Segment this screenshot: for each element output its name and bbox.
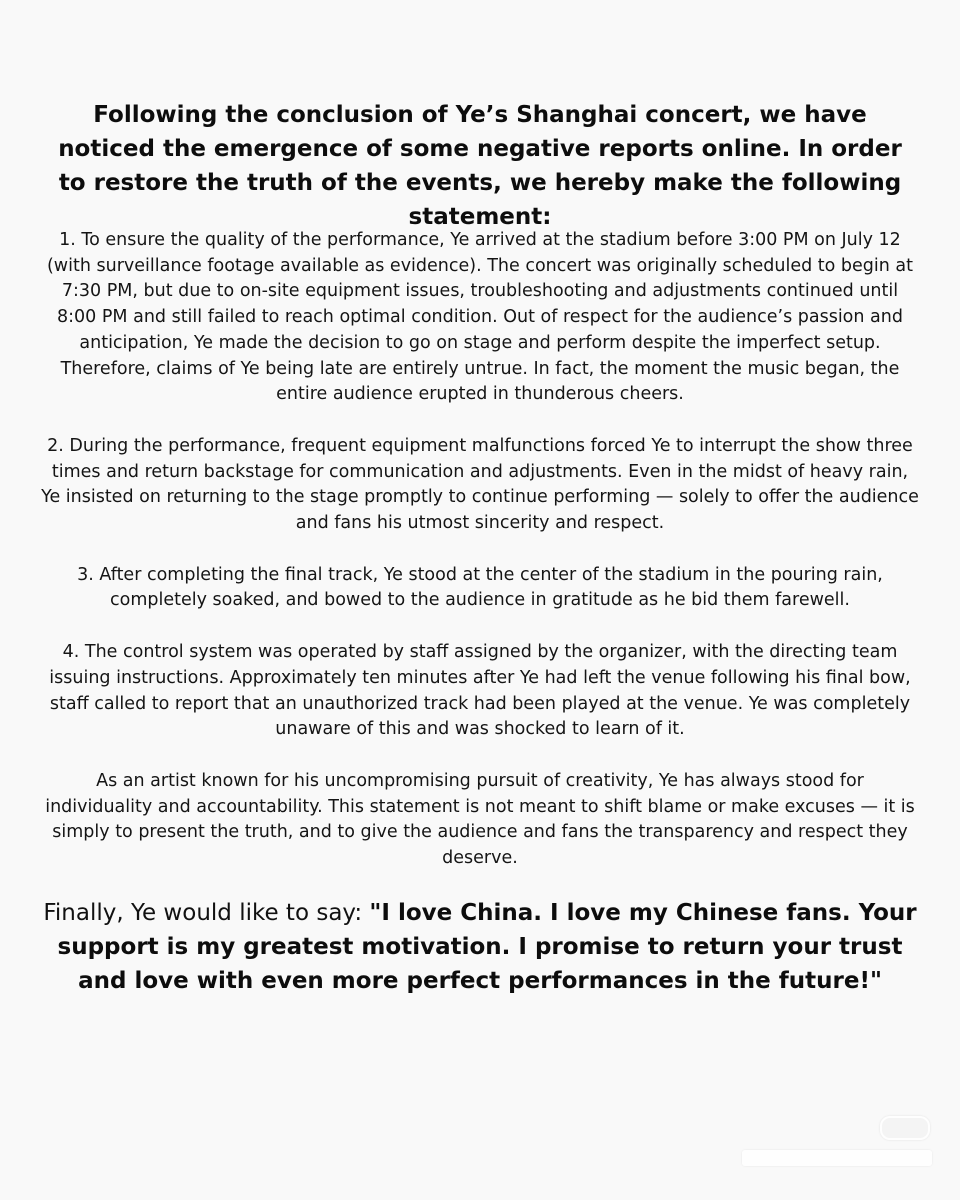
closing-lead: Finally, Ye would like to say:: [43, 900, 370, 926]
closing-statement: [40, 896, 920, 998]
paragraph-malfunctions: 2. During the performance, frequent equipment malfunctions forced Ye to interrupt the show three times and return backstage for communication and adjustments. Even in the midst of heavy rain, Ye insisted on returning to the stage promptly to continue performing — solely to offer the audience and fans his utmost sincerity and respect.: [41, 435, 919, 534]
source-watermark: [742, 1116, 932, 1176]
closing-quote: "I love China. I love my Chinese fans. Your support is my greatest motivation. I promise to return your trust and love with even more perfect performances in the future!": [57, 900, 917, 994]
statement-body: [40, 228, 920, 898]
watermark-text: [742, 1150, 932, 1166]
statement-headline: Following the conclusion of Ye’s Shanghai concert, we have noticed the emergence of some negative reports online. In order to restore the truth of the events, we hereby make the following statement:: [58, 102, 902, 230]
paragraph-artist-statement: As an artist known for his uncompromising pursuit of creativity, Ye has always stood for individuality and accountability. This statement is not meant to shift blame or make excuses — it is simply to present the truth, and to give the audience and fans the transparency and respect they deserve.: [45, 770, 915, 869]
paragraph-arrival: 1. To ensure the quality of the performance, Ye arrived at the stadium before 3:00 PM on July 12 (with surveillance footage available as evidence). The concert was originally scheduled to begin at 7:30 PM, but due to on-site equipment issues, troubleshooting and adjustments continued until 8:00 PM and still failed to reach optimal condition. Out of respect for the audience’s passion and anticipation, Ye made the decision to go on stage and perform despite the imperfect setup. Therefore, claims of Ye being late are entirely untrue. In fact, the moment the music began, the entire audience erupted in thunderous cheers.: [46, 230, 913, 405]
paragraph-final-bow: 3. After completing the final track, Ye stood at the center of the stadium in the pouring rain, completely soaked, and bowed to the audience in gratitude as he bid them farewell.: [77, 564, 883, 611]
watermark-logo-icon: [880, 1116, 930, 1140]
paragraph-control-system: 4. The control system was operated by staff assigned by the organizer, with the directing team issuing instructions. Approximately ten minutes after Ye had left the venue following his final bow, staff called to report that an unauthorized track had been played at the venue. Ye was completely unaware of this and was shocked to learn of it.: [49, 642, 911, 740]
